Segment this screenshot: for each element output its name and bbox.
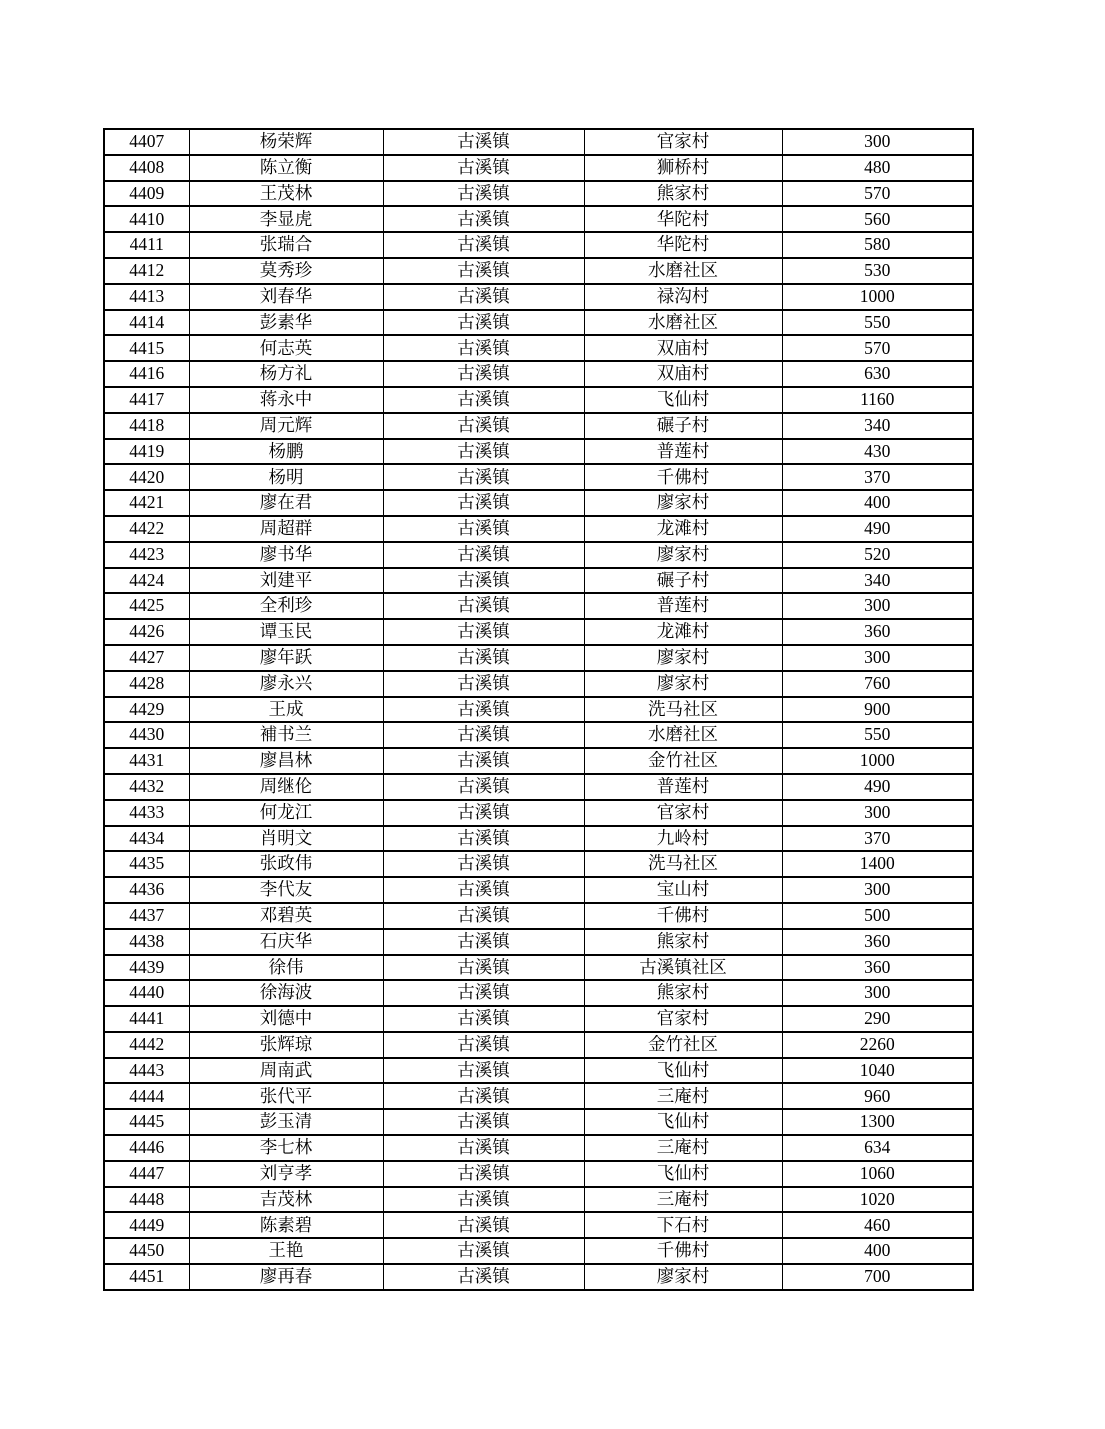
cell-id: 4427 xyxy=(104,645,189,671)
table-row xyxy=(104,335,973,361)
cell-id: 4436 xyxy=(104,877,189,903)
cell-village: 双庙村 xyxy=(584,335,782,361)
cell-town: 古溪镇 xyxy=(383,1264,584,1290)
cell-name: 王茂林 xyxy=(189,181,383,207)
table-row xyxy=(104,851,973,877)
cell-id: 4409 xyxy=(104,181,189,207)
cell-village: 三庵村 xyxy=(584,1135,782,1161)
cell-village: 飞仙村 xyxy=(584,1109,782,1135)
cell-id: 4449 xyxy=(104,1212,189,1238)
cell-name: 杨鹏 xyxy=(189,439,383,465)
cell-village: 廖家村 xyxy=(584,1264,782,1290)
cell-village: 飞仙村 xyxy=(584,387,782,413)
cell-amount: 560 xyxy=(782,206,973,232)
cell-amount: 1160 xyxy=(782,387,973,413)
cell-village: 龙滩村 xyxy=(584,516,782,542)
cell-village: 普莲村 xyxy=(584,439,782,465)
cell-id: 4432 xyxy=(104,774,189,800)
table-row xyxy=(104,155,973,181)
cell-town: 古溪镇 xyxy=(383,593,584,619)
cell-name: 张辉琼 xyxy=(189,1032,383,1058)
cell-town: 古溪镇 xyxy=(383,645,584,671)
cell-name: 陈立衡 xyxy=(189,155,383,181)
cell-town: 古溪镇 xyxy=(383,284,584,310)
cell-village: 禄沟村 xyxy=(584,284,782,310)
table-row xyxy=(104,361,973,387)
cell-name: 刘亨孝 xyxy=(189,1161,383,1187)
cell-village: 金竹社区 xyxy=(584,1032,782,1058)
cell-id: 4422 xyxy=(104,516,189,542)
cell-name: 廖书华 xyxy=(189,542,383,568)
cell-id: 4412 xyxy=(104,258,189,284)
cell-name: 廖再春 xyxy=(189,1264,383,1290)
cell-name: 张瑞合 xyxy=(189,232,383,258)
cell-id: 4418 xyxy=(104,413,189,439)
table-row xyxy=(104,206,973,232)
cell-id: 4416 xyxy=(104,361,189,387)
cell-name: 全利珍 xyxy=(189,593,383,619)
cell-village: 官家村 xyxy=(584,1006,782,1032)
cell-name: 周继伦 xyxy=(189,774,383,800)
cell-amount: 500 xyxy=(782,903,973,929)
cell-town: 古溪镇 xyxy=(383,774,584,800)
cell-id: 4439 xyxy=(104,955,189,981)
cell-town: 古溪镇 xyxy=(383,1006,584,1032)
cell-name: 周超群 xyxy=(189,516,383,542)
table-row xyxy=(104,310,973,336)
cell-village: 碾子村 xyxy=(584,568,782,594)
cell-id: 4438 xyxy=(104,929,189,955)
cell-town: 古溪镇 xyxy=(383,826,584,852)
cell-town: 古溪镇 xyxy=(383,232,584,258)
cell-town: 古溪镇 xyxy=(383,258,584,284)
table-row xyxy=(104,258,973,284)
cell-village: 双庙村 xyxy=(584,361,782,387)
cell-id: 4433 xyxy=(104,800,189,826)
table-row xyxy=(104,877,973,903)
cell-id: 4407 xyxy=(104,129,189,155)
table-row xyxy=(104,129,973,155)
cell-town: 古溪镇 xyxy=(383,568,584,594)
cell-id: 4443 xyxy=(104,1058,189,1084)
cell-town: 古溪镇 xyxy=(383,413,584,439)
cell-village: 下石村 xyxy=(584,1212,782,1238)
cell-amount: 960 xyxy=(782,1083,973,1109)
table-row xyxy=(104,232,973,258)
cell-id: 4437 xyxy=(104,903,189,929)
cell-amount: 634 xyxy=(782,1135,973,1161)
cell-town: 古溪镇 xyxy=(383,464,584,490)
cell-name: 廖年跃 xyxy=(189,645,383,671)
cell-amount: 460 xyxy=(782,1212,973,1238)
cell-amount: 300 xyxy=(782,980,973,1006)
table-row xyxy=(104,1238,973,1264)
cell-id: 4435 xyxy=(104,851,189,877)
cell-name: 石庆华 xyxy=(189,929,383,955)
cell-village: 水磨社区 xyxy=(584,722,782,748)
cell-amount: 570 xyxy=(782,335,973,361)
cell-town: 古溪镇 xyxy=(383,1058,584,1084)
cell-village: 千佛村 xyxy=(584,903,782,929)
cell-village: 洗马社区 xyxy=(584,697,782,723)
cell-town: 古溪镇 xyxy=(383,697,584,723)
cell-amount: 300 xyxy=(782,800,973,826)
cell-town: 古溪镇 xyxy=(383,206,584,232)
cell-amount: 1400 xyxy=(782,851,973,877)
cell-village: 飞仙村 xyxy=(584,1058,782,1084)
cell-id: 4440 xyxy=(104,980,189,1006)
table-row xyxy=(104,387,973,413)
cell-id: 4425 xyxy=(104,593,189,619)
cell-id: 4434 xyxy=(104,826,189,852)
cell-amount: 340 xyxy=(782,568,973,594)
cell-amount: 530 xyxy=(782,258,973,284)
cell-amount: 760 xyxy=(782,671,973,697)
cell-town: 古溪镇 xyxy=(383,877,584,903)
cell-id: 4429 xyxy=(104,697,189,723)
cell-village: 古溪镇社区 xyxy=(584,955,782,981)
cell-name: 補书兰 xyxy=(189,722,383,748)
cell-id: 4450 xyxy=(104,1238,189,1264)
cell-name: 陈素碧 xyxy=(189,1212,383,1238)
cell-town: 古溪镇 xyxy=(383,851,584,877)
cell-village: 狮桥村 xyxy=(584,155,782,181)
cell-town: 古溪镇 xyxy=(383,955,584,981)
cell-amount: 900 xyxy=(782,697,973,723)
table-row xyxy=(104,593,973,619)
records-table-body xyxy=(104,129,973,1290)
cell-town: 古溪镇 xyxy=(383,361,584,387)
table-row xyxy=(104,1006,973,1032)
cell-id: 4423 xyxy=(104,542,189,568)
cell-amount: 520 xyxy=(782,542,973,568)
cell-name: 何龙江 xyxy=(189,800,383,826)
cell-name: 王成 xyxy=(189,697,383,723)
cell-village: 廖家村 xyxy=(584,542,782,568)
cell-id: 4408 xyxy=(104,155,189,181)
cell-amount: 490 xyxy=(782,774,973,800)
cell-town: 古溪镇 xyxy=(383,542,584,568)
table-row xyxy=(104,284,973,310)
cell-village: 碾子村 xyxy=(584,413,782,439)
cell-id: 4415 xyxy=(104,335,189,361)
cell-name: 杨明 xyxy=(189,464,383,490)
table-row xyxy=(104,955,973,981)
table-row xyxy=(104,1109,973,1135)
table-row xyxy=(104,645,973,671)
cell-town: 古溪镇 xyxy=(383,387,584,413)
cell-id: 4426 xyxy=(104,619,189,645)
cell-name: 徐伟 xyxy=(189,955,383,981)
cell-village: 千佛村 xyxy=(584,1238,782,1264)
cell-town: 古溪镇 xyxy=(383,1083,584,1109)
cell-amount: 360 xyxy=(782,929,973,955)
cell-amount: 400 xyxy=(782,490,973,516)
cell-village: 九岭村 xyxy=(584,826,782,852)
cell-amount: 1060 xyxy=(782,1161,973,1187)
table-row xyxy=(104,490,973,516)
cell-name: 肖明文 xyxy=(189,826,383,852)
cell-amount: 300 xyxy=(782,645,973,671)
cell-town: 古溪镇 xyxy=(383,929,584,955)
cell-town: 古溪镇 xyxy=(383,129,584,155)
cell-amount: 1040 xyxy=(782,1058,973,1084)
cell-town: 古溪镇 xyxy=(383,1187,584,1213)
cell-amount: 2260 xyxy=(782,1032,973,1058)
table-row xyxy=(104,1032,973,1058)
cell-id: 4428 xyxy=(104,671,189,697)
cell-amount: 490 xyxy=(782,516,973,542)
cell-amount: 1000 xyxy=(782,284,973,310)
cell-town: 古溪镇 xyxy=(383,903,584,929)
cell-amount: 290 xyxy=(782,1006,973,1032)
cell-amount: 1020 xyxy=(782,1187,973,1213)
cell-name: 廖在君 xyxy=(189,490,383,516)
cell-amount: 370 xyxy=(782,464,973,490)
cell-amount: 570 xyxy=(782,181,973,207)
cell-name: 李代友 xyxy=(189,877,383,903)
cell-name: 廖永兴 xyxy=(189,671,383,697)
cell-town: 古溪镇 xyxy=(383,181,584,207)
cell-amount: 430 xyxy=(782,439,973,465)
cell-name: 王艳 xyxy=(189,1238,383,1264)
cell-amount: 300 xyxy=(782,129,973,155)
table-row xyxy=(104,464,973,490)
table-row xyxy=(104,1135,973,1161)
cell-village: 宝山村 xyxy=(584,877,782,903)
cell-name: 李显虎 xyxy=(189,206,383,232)
table-row xyxy=(104,826,973,852)
table-row xyxy=(104,800,973,826)
cell-amount: 360 xyxy=(782,619,973,645)
cell-id: 4441 xyxy=(104,1006,189,1032)
cell-amount: 550 xyxy=(782,310,973,336)
cell-amount: 1300 xyxy=(782,1109,973,1135)
cell-town: 古溪镇 xyxy=(383,748,584,774)
table-row xyxy=(104,722,973,748)
table-row xyxy=(104,671,973,697)
cell-name: 李七林 xyxy=(189,1135,383,1161)
cell-village: 官家村 xyxy=(584,800,782,826)
cell-town: 古溪镇 xyxy=(383,490,584,516)
cell-name: 蒋永中 xyxy=(189,387,383,413)
cell-id: 4417 xyxy=(104,387,189,413)
table-row xyxy=(104,619,973,645)
table-row xyxy=(104,568,973,594)
cell-town: 古溪镇 xyxy=(383,1212,584,1238)
cell-name: 莫秀珍 xyxy=(189,258,383,284)
cell-id: 4420 xyxy=(104,464,189,490)
cell-amount: 300 xyxy=(782,877,973,903)
cell-name: 刘春华 xyxy=(189,284,383,310)
cell-town: 古溪镇 xyxy=(383,1109,584,1135)
cell-village: 廖家村 xyxy=(584,490,782,516)
cell-name: 周南武 xyxy=(189,1058,383,1084)
cell-amount: 1000 xyxy=(782,748,973,774)
cell-village: 华陀村 xyxy=(584,232,782,258)
cell-name: 刘建平 xyxy=(189,568,383,594)
cell-name: 彭玉清 xyxy=(189,1109,383,1135)
table-row xyxy=(104,774,973,800)
cell-town: 古溪镇 xyxy=(383,619,584,645)
table-row xyxy=(104,748,973,774)
cell-town: 古溪镇 xyxy=(383,335,584,361)
cell-town: 古溪镇 xyxy=(383,800,584,826)
cell-village: 三庵村 xyxy=(584,1083,782,1109)
records-table xyxy=(103,128,974,1291)
cell-name: 张政伟 xyxy=(189,851,383,877)
cell-id: 4444 xyxy=(104,1083,189,1109)
cell-village: 熊家村 xyxy=(584,181,782,207)
cell-village: 华陀村 xyxy=(584,206,782,232)
cell-id: 4411 xyxy=(104,232,189,258)
cell-name: 杨方礼 xyxy=(189,361,383,387)
cell-id: 4431 xyxy=(104,748,189,774)
cell-town: 古溪镇 xyxy=(383,1161,584,1187)
cell-town: 古溪镇 xyxy=(383,155,584,181)
cell-id: 4442 xyxy=(104,1032,189,1058)
cell-village: 熊家村 xyxy=(584,980,782,1006)
cell-town: 古溪镇 xyxy=(383,980,584,1006)
cell-name: 何志英 xyxy=(189,335,383,361)
cell-village: 千佛村 xyxy=(584,464,782,490)
cell-village: 水磨社区 xyxy=(584,310,782,336)
cell-village: 普莲村 xyxy=(584,593,782,619)
cell-amount: 480 xyxy=(782,155,973,181)
cell-id: 4430 xyxy=(104,722,189,748)
cell-town: 古溪镇 xyxy=(383,722,584,748)
cell-id: 4410 xyxy=(104,206,189,232)
table-row xyxy=(104,1161,973,1187)
cell-village: 廖家村 xyxy=(584,645,782,671)
cell-village: 官家村 xyxy=(584,129,782,155)
cell-town: 古溪镇 xyxy=(383,516,584,542)
cell-id: 4448 xyxy=(104,1187,189,1213)
cell-town: 古溪镇 xyxy=(383,439,584,465)
cell-name: 彭素华 xyxy=(189,310,383,336)
cell-amount: 700 xyxy=(782,1264,973,1290)
table-row xyxy=(104,542,973,568)
table-row xyxy=(104,439,973,465)
table-row xyxy=(104,1058,973,1084)
cell-name: 谭玉民 xyxy=(189,619,383,645)
cell-amount: 300 xyxy=(782,593,973,619)
table-row xyxy=(104,903,973,929)
cell-village: 飞仙村 xyxy=(584,1161,782,1187)
cell-name: 杨荣辉 xyxy=(189,129,383,155)
cell-name: 刘德中 xyxy=(189,1006,383,1032)
cell-id: 4446 xyxy=(104,1135,189,1161)
cell-id: 4424 xyxy=(104,568,189,594)
cell-id: 4445 xyxy=(104,1109,189,1135)
cell-village: 廖家村 xyxy=(584,671,782,697)
cell-village: 龙滩村 xyxy=(584,619,782,645)
cell-id: 4421 xyxy=(104,490,189,516)
cell-village: 水磨社区 xyxy=(584,258,782,284)
cell-town: 古溪镇 xyxy=(383,1032,584,1058)
table-row xyxy=(104,929,973,955)
cell-amount: 400 xyxy=(782,1238,973,1264)
table-row xyxy=(104,516,973,542)
cell-amount: 340 xyxy=(782,413,973,439)
table-row xyxy=(104,181,973,207)
cell-village: 普莲村 xyxy=(584,774,782,800)
cell-village: 三庵村 xyxy=(584,1187,782,1213)
table-row xyxy=(104,1264,973,1290)
cell-amount: 370 xyxy=(782,826,973,852)
cell-id: 4419 xyxy=(104,439,189,465)
cell-village: 金竹社区 xyxy=(584,748,782,774)
cell-name: 周元辉 xyxy=(189,413,383,439)
cell-town: 古溪镇 xyxy=(383,310,584,336)
cell-name: 廖昌林 xyxy=(189,748,383,774)
cell-name: 徐海波 xyxy=(189,980,383,1006)
cell-amount: 550 xyxy=(782,722,973,748)
cell-name: 张代平 xyxy=(189,1083,383,1109)
cell-village: 洗马社区 xyxy=(584,851,782,877)
table-row xyxy=(104,413,973,439)
table-row xyxy=(104,980,973,1006)
cell-id: 4414 xyxy=(104,310,189,336)
cell-name: 邓碧英 xyxy=(189,903,383,929)
cell-town: 古溪镇 xyxy=(383,1135,584,1161)
table-row xyxy=(104,1212,973,1238)
cell-id: 4451 xyxy=(104,1264,189,1290)
cell-town: 古溪镇 xyxy=(383,1238,584,1264)
table-row xyxy=(104,1187,973,1213)
cell-amount: 360 xyxy=(782,955,973,981)
table-row xyxy=(104,1083,973,1109)
cell-id: 4413 xyxy=(104,284,189,310)
cell-amount: 630 xyxy=(782,361,973,387)
cell-name: 吉茂林 xyxy=(189,1187,383,1213)
cell-town: 古溪镇 xyxy=(383,671,584,697)
cell-village: 熊家村 xyxy=(584,929,782,955)
table-row xyxy=(104,697,973,723)
cell-amount: 580 xyxy=(782,232,973,258)
cell-id: 4447 xyxy=(104,1161,189,1187)
